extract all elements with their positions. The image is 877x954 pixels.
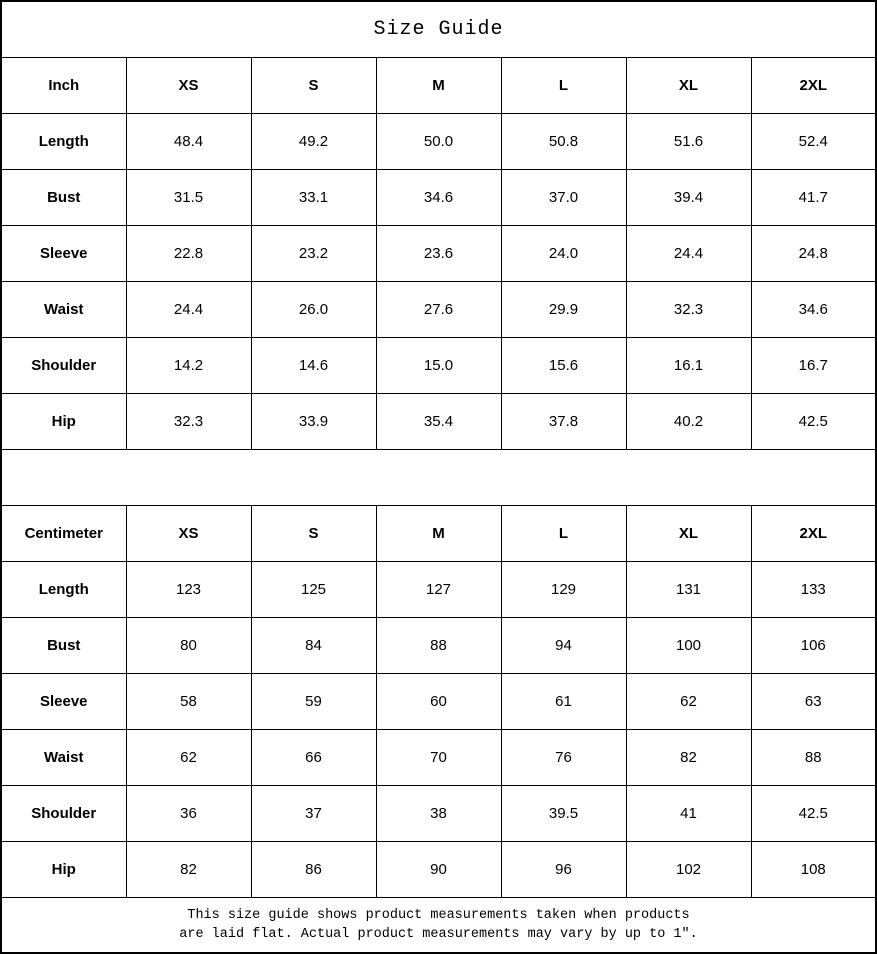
measurement-value: 131 (626, 561, 751, 617)
measurement-value: 60 (376, 673, 501, 729)
measurement-value: 24.8 (751, 225, 876, 281)
size-column-header: 2XL (751, 57, 876, 113)
inch-size-table (1, 57, 876, 449)
measurement-row (1, 113, 876, 169)
size-column-header: S (251, 505, 376, 561)
size-column-header: XL (626, 57, 751, 113)
measurement-row (1, 225, 876, 281)
measurement-value: 51.6 (626, 113, 751, 169)
measurement-value: 94 (501, 617, 626, 673)
measurement-label: Bust (1, 169, 126, 225)
size-column-header: M (376, 505, 501, 561)
measurement-value: 133 (751, 561, 876, 617)
measurement-label: Waist (1, 281, 126, 337)
measurement-value: 127 (376, 561, 501, 617)
table-spacer-row (1, 449, 876, 505)
measurement-value: 86 (251, 841, 376, 897)
measurement-value: 42.5 (751, 785, 876, 841)
measurement-value: 39.5 (501, 785, 626, 841)
measurement-value: 23.6 (376, 225, 501, 281)
measurement-label: Shoulder (1, 337, 126, 393)
measurement-value: 70 (376, 729, 501, 785)
measurement-value: 24.4 (626, 225, 751, 281)
measurement-value: 90 (376, 841, 501, 897)
size-column-header: 2XL (751, 505, 876, 561)
measurement-row (1, 673, 876, 729)
measurement-label: Shoulder (1, 785, 126, 841)
measurement-value: 34.6 (376, 169, 501, 225)
page-title: Size Guide (1, 1, 876, 57)
measurement-value: 102 (626, 841, 751, 897)
measurement-value: 37.0 (501, 169, 626, 225)
size-column-header: M (376, 57, 501, 113)
measurement-value: 49.2 (251, 113, 376, 169)
measurement-value: 63 (751, 673, 876, 729)
measurement-row (1, 729, 876, 785)
measurement-value: 15.6 (501, 337, 626, 393)
unit-label: Centimeter (1, 505, 126, 561)
unit-label: Inch (1, 57, 126, 113)
measurement-value: 100 (626, 617, 751, 673)
size-column-header: L (501, 505, 626, 561)
measurement-label: Hip (1, 393, 126, 449)
measurement-value: 33.1 (251, 169, 376, 225)
measurement-value: 84 (251, 617, 376, 673)
measurement-value: 37.8 (501, 393, 626, 449)
measurement-value: 34.6 (751, 281, 876, 337)
measurement-value: 52.4 (751, 113, 876, 169)
measurement-value: 76 (501, 729, 626, 785)
measurement-value: 62 (126, 729, 251, 785)
measurement-row (1, 393, 876, 449)
measurement-value: 32.3 (126, 393, 251, 449)
size-header-row (1, 57, 876, 113)
measurement-label: Length (1, 113, 126, 169)
measurement-value: 66 (251, 729, 376, 785)
measurement-value: 50.8 (501, 113, 626, 169)
measurement-value: 36 (126, 785, 251, 841)
measurement-value: 15.0 (376, 337, 501, 393)
measurement-value: 16.1 (626, 337, 751, 393)
measurement-value: 37 (251, 785, 376, 841)
measurement-value: 58 (126, 673, 251, 729)
title-row (1, 1, 876, 57)
measurement-label: Sleeve (1, 225, 126, 281)
measurement-value: 129 (501, 561, 626, 617)
table-spacer (1, 449, 876, 505)
measurement-value: 125 (251, 561, 376, 617)
measurement-value: 88 (376, 617, 501, 673)
measurement-label: Length (1, 561, 126, 617)
size-column-header: XL (626, 505, 751, 561)
measurement-row (1, 281, 876, 337)
measurement-row (1, 561, 876, 617)
size-column-header: XS (126, 505, 251, 561)
measurement-row (1, 785, 876, 841)
measurement-label: Waist (1, 729, 126, 785)
measurement-value: 39.4 (626, 169, 751, 225)
measurement-value: 14.2 (126, 337, 251, 393)
measurement-value: 41 (626, 785, 751, 841)
measurement-value: 35.4 (376, 393, 501, 449)
measurement-value: 59 (251, 673, 376, 729)
measurement-value: 82 (626, 729, 751, 785)
measurement-row (1, 169, 876, 225)
measurement-value: 42.5 (751, 393, 876, 449)
size-column-header: L (501, 57, 626, 113)
footer-note (1, 897, 876, 953)
footer-note-line2: are laid flat. Actual product measurements may vary by up to 1″. (179, 926, 698, 942)
measurement-value: 26.0 (251, 281, 376, 337)
measurement-value: 16.7 (751, 337, 876, 393)
measurement-value: 96 (501, 841, 626, 897)
measurement-value: 88 (751, 729, 876, 785)
size-column-header: XS (126, 57, 251, 113)
measurement-row (1, 337, 876, 393)
size-column-header: S (251, 57, 376, 113)
measurement-value: 108 (751, 841, 876, 897)
measurement-value: 22.8 (126, 225, 251, 281)
measurement-value: 27.6 (376, 281, 501, 337)
measurement-label: Sleeve (1, 673, 126, 729)
centimeter-size-table (1, 505, 876, 897)
measurement-value: 33.9 (251, 393, 376, 449)
measurement-value: 106 (751, 617, 876, 673)
title-section (1, 1, 876, 57)
size-header-row (1, 505, 876, 561)
footer-note-line1: This size guide shows product measurements taken when products (187, 907, 690, 923)
measurement-value: 24.4 (126, 281, 251, 337)
measurement-value: 24.0 (501, 225, 626, 281)
measurement-label: Bust (1, 617, 126, 673)
measurement-value: 40.2 (626, 393, 751, 449)
measurement-value: 62 (626, 673, 751, 729)
measurement-row (1, 617, 876, 673)
footer-row (1, 897, 876, 953)
measurement-row (1, 841, 876, 897)
measurement-value: 80 (126, 617, 251, 673)
measurement-value: 29.9 (501, 281, 626, 337)
measurement-value: 41.7 (751, 169, 876, 225)
footer-section (1, 897, 876, 953)
measurement-value: 123 (126, 561, 251, 617)
measurement-value: 50.0 (376, 113, 501, 169)
measurement-value: 61 (501, 673, 626, 729)
measurement-value: 32.3 (626, 281, 751, 337)
measurement-value: 14.6 (251, 337, 376, 393)
measurement-value: 31.5 (126, 169, 251, 225)
measurement-value: 23.2 (251, 225, 376, 281)
measurement-label: Hip (1, 841, 126, 897)
spacer-section (1, 449, 876, 505)
measurement-value: 38 (376, 785, 501, 841)
measurement-value: 48.4 (126, 113, 251, 169)
measurement-value: 82 (126, 841, 251, 897)
